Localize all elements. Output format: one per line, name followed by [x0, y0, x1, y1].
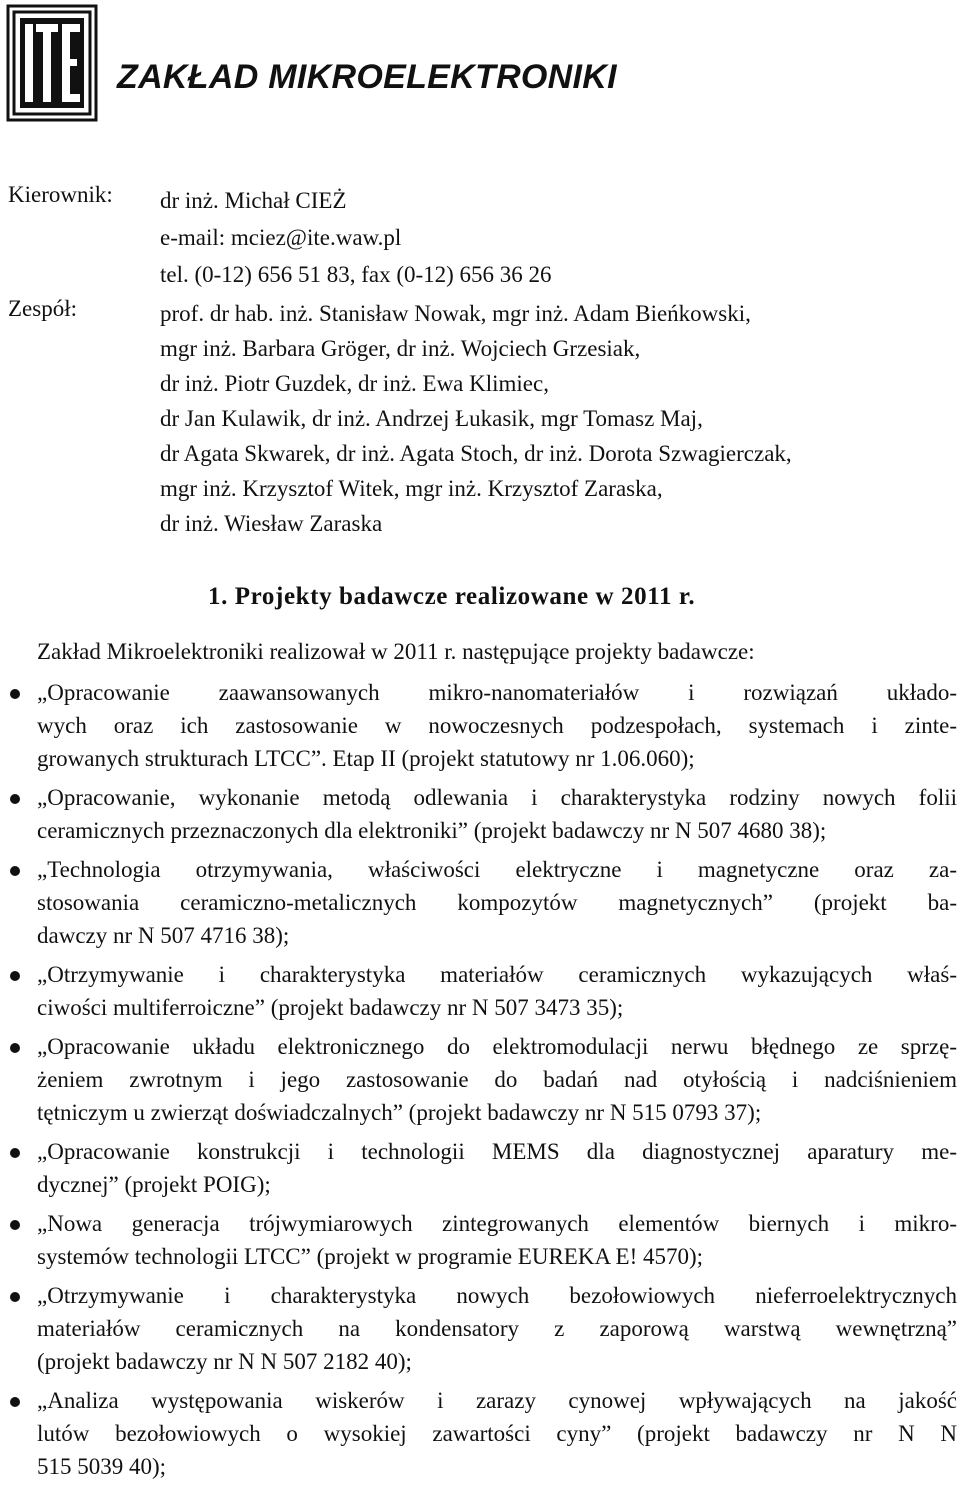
team-line: mgr inż. Barbara Gröger, dr inż. Wojciech Grzesiak, — [160, 336, 641, 361]
ite-logo — [6, 4, 98, 122]
bullet-icon — [10, 1397, 20, 1407]
project-line: wych oraz ich zastosowanie w nowoczesnych podzespołach, systemach i zinte- — [37, 713, 957, 738]
project-line: „Opracowanie układu elektronicznego do elektromodulacji nerwu błędnego ze sprzę- — [37, 1034, 957, 1059]
project-line: ciwości multiferroiczne” (projekt badawczy nr N 507 3473 35); — [37, 995, 624, 1020]
project-list — [37, 676, 957, 1489]
team-line: dr Jan Kulawik, dr inż. Andrzej Łukasik, mgr Tomasz Maj, — [160, 406, 703, 431]
head-of-unit-name: dr inż. Michał CIEŻ — [160, 188, 347, 213]
project-line: dawczy nr N 507 4716 38); — [37, 923, 290, 948]
team-line: prof. dr hab. inż. Stanisław Nowak, mgr inż. Adam Bieńkowski, — [160, 301, 751, 326]
project-item — [37, 1279, 957, 1378]
project-item — [37, 1135, 957, 1201]
project-item — [37, 853, 957, 952]
team-line: dr Agata Skwarek, dr inż. Agata Stoch, dr inż. Dorota Szwagierczak, — [160, 441, 792, 466]
head-of-unit-email: e-mail: mciez@ite.waw.pl — [160, 225, 402, 250]
project-line: lutów bezołowiowych o wysokiej zawartości cyny” (projekt badawczy nr N N — [37, 1421, 957, 1446]
project-item — [37, 781, 957, 847]
team-line: dr inż. Piotr Guzdek, dr inż. Ewa Klimiec, — [160, 371, 549, 396]
project-line: dycznej” (projekt POIG); — [37, 1172, 271, 1197]
team-line: mgr inż. Krzysztof Witek, mgr inż. Krzysztof Zaraska, — [160, 476, 663, 501]
project-item — [37, 958, 957, 1024]
project-item — [37, 1384, 957, 1483]
project-line: „Opracowanie, wykonanie metodą odlewania i charakterystyka rodziny nowych folii — [37, 785, 957, 810]
project-line: żeniem zwrotnym i jego zastosowanie do badań nad otyłością i nadciśnieniem — [37, 1067, 957, 1092]
page-title: ZAKŁAD MIKROELEKTRONIKI — [117, 58, 617, 96]
team-label: Zespół: — [8, 296, 77, 321]
team-members — [160, 296, 792, 541]
head-of-unit-phone: tel. (0-12) 656 51 83, fax (0-12) 656 36 26 — [160, 262, 552, 287]
bullet-icon — [10, 971, 20, 981]
bullet-icon — [10, 1220, 20, 1230]
project-item — [37, 1207, 957, 1273]
bullet-icon — [10, 794, 20, 804]
project-line: „Otrzymywanie i charakterystyka materiałów ceramicznych wykazujących właś- — [37, 962, 957, 987]
project-line: tętniczym u zwierząt doświadczalnych” (projekt badawczy nr N 515 0793 37); — [37, 1100, 762, 1125]
project-line: (projekt badawczy nr N N 507 2182 40); — [37, 1349, 412, 1374]
project-line: „Opracowanie zaawansowanych mikro-nanomateriałów i rozwiązań układo- — [37, 680, 957, 705]
project-line: growanych strukturach LTCC”. Etap II (projekt statutowy nr 1.06.060); — [37, 746, 695, 771]
project-line: ceramicznych przeznaczonych dla elektroniki” (projekt badawczy nr N 507 4680 38); — [37, 818, 827, 843]
section-heading: 1. Projekty badawcze realizowane w 2011 r. — [208, 583, 696, 610]
project-line: systemów technologii LTCC” (projekt w programie EUREKA E! 4570); — [37, 1244, 704, 1269]
head-of-unit-label: Kierownik: — [8, 182, 113, 207]
project-line: „Nowa generacja trójwymiarowych zintegrowanych elementów biernych i mikro- — [37, 1211, 957, 1236]
bullet-icon — [10, 866, 20, 876]
bullet-icon — [10, 1043, 20, 1053]
project-item — [37, 1030, 957, 1129]
project-line: stosowania ceramiczno-metalicznych kompozytów magnetycznych” (projekt ba- — [37, 890, 957, 915]
project-line: „Technologia otrzymywania, właściwości elektryczne i magnetyczne oraz za- — [37, 857, 957, 882]
team-line: dr inż. Wiesław Zaraska — [160, 511, 383, 536]
bullet-icon — [10, 689, 20, 699]
project-line: 515 5039 40); — [37, 1454, 167, 1479]
project-line: „Analiza występowania wiskerów i zarazy cynowej wpływających na jakość — [37, 1388, 957, 1413]
section-intro: Zakład Mikroelektroniki realizował w 2011 r. następujące projekty badawcze: — [37, 639, 755, 664]
head-of-unit-details — [160, 182, 552, 293]
project-item — [37, 676, 957, 775]
project-line: „Opracowanie konstrukcji i technologii MEMS dla diagnostycznej aparatury me- — [37, 1139, 957, 1164]
project-line: materiałów ceramicznych na kondensatory z zaporową warstwą wewnętrzną” — [37, 1316, 957, 1341]
bullet-icon — [10, 1148, 20, 1158]
project-line: „Otrzymywanie i charakterystyka nowych bezołowiowych nieferroelektrycznych — [37, 1283, 957, 1308]
bullet-icon — [10, 1292, 20, 1302]
